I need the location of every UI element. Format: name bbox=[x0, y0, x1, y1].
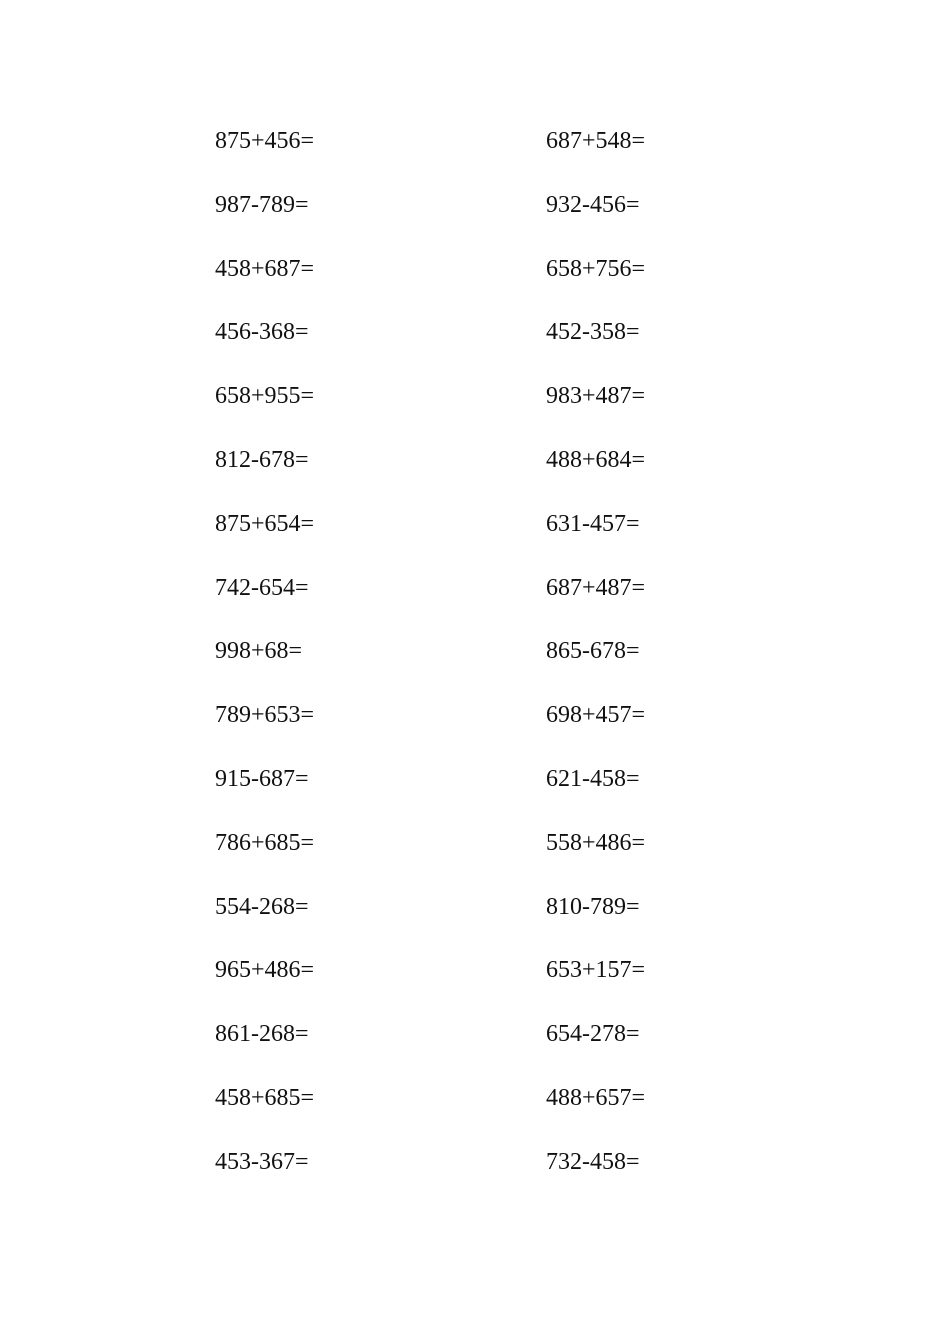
math-problem: 458+687= bbox=[215, 255, 315, 282]
math-problem: 810-789= bbox=[546, 893, 640, 920]
math-problem: 915-687= bbox=[215, 765, 309, 792]
math-problem: 452-358= bbox=[546, 319, 640, 346]
math-problem: 987-789= bbox=[215, 191, 309, 218]
math-problem: 789+653= bbox=[215, 702, 315, 729]
math-problem: 687+548= bbox=[546, 128, 646, 154]
math-problem: 812-678= bbox=[215, 446, 309, 473]
math-problem: 658+955= bbox=[215, 383, 315, 410]
math-problem: 488+684= bbox=[546, 446, 646, 473]
math-problem: 654-278= bbox=[546, 1021, 640, 1048]
math-problem: 965+486= bbox=[215, 957, 315, 984]
math-problem: 653+157= bbox=[546, 957, 646, 984]
math-problem: 456-368= bbox=[215, 319, 309, 346]
math-problem: 983+487= bbox=[546, 383, 646, 410]
math-problem: 875+456= bbox=[215, 128, 315, 154]
math-problem: 554-268= bbox=[215, 893, 309, 920]
math-problem: 932-456= bbox=[546, 191, 640, 218]
math-problem: 742-654= bbox=[215, 574, 309, 601]
left-problem-column bbox=[215, 124, 314, 1209]
math-problem: 698+457= bbox=[546, 702, 646, 729]
math-problem: 458+685= bbox=[215, 1084, 315, 1111]
math-problem: 865-678= bbox=[546, 638, 640, 665]
math-problem: 998+68= bbox=[215, 638, 303, 665]
math-problem: 658+756= bbox=[546, 255, 646, 282]
right-problem-column bbox=[546, 124, 645, 1209]
math-problem: 786+685= bbox=[215, 829, 315, 856]
math-problem: 875+654= bbox=[215, 510, 315, 537]
math-problem: 732-458= bbox=[546, 1148, 640, 1175]
math-problem: 621-458= bbox=[546, 765, 640, 792]
math-problem: 861-268= bbox=[215, 1021, 309, 1048]
math-problem: 558+486= bbox=[546, 829, 646, 856]
math-problem: 687+487= bbox=[546, 574, 646, 601]
math-problem: 488+657= bbox=[546, 1084, 646, 1111]
math-problem: 453-367= bbox=[215, 1148, 309, 1175]
math-problem: 631-457= bbox=[546, 510, 640, 537]
